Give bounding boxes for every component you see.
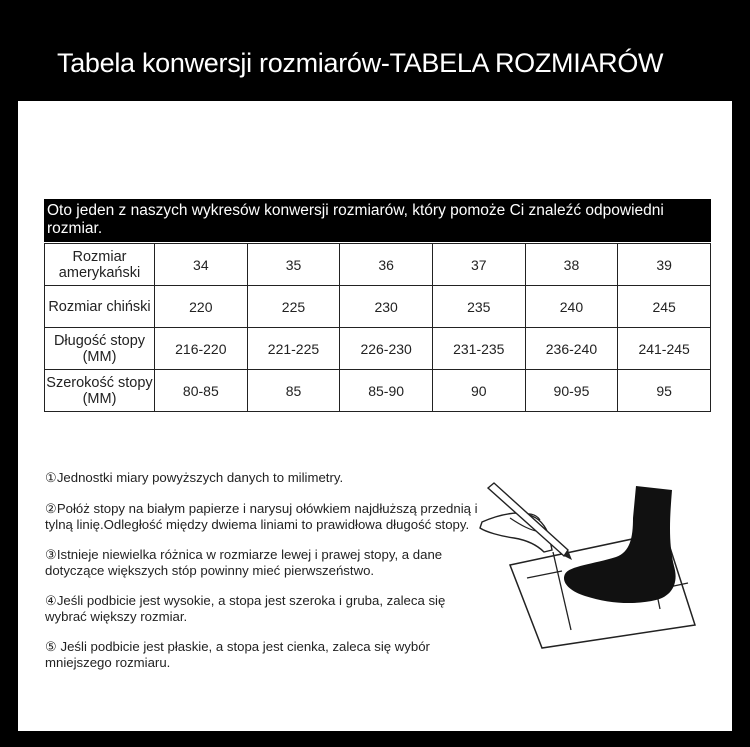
table-cell: 90-95 [525,370,618,412]
foot-measuring-illustration [470,470,710,650]
table-cell: 90 [432,370,525,412]
table-cell: 240 [525,286,618,328]
table-row-foot-width [45,370,711,412]
row-label: Szerokość stopy (MM) [45,370,155,412]
note-item: ②Połóż stopy na białym papierze i narysuj ołówkiem najdłuższą przednią i tylną linię.Odległość między dwiema liniami to prawidłowa długość stopy. [45,501,478,532]
note-item: ④Jeśli podbicie jest wysokie, a stopa jest szeroka i gruba, zaleca się wybrać większy rozmiar. [45,593,446,624]
note-item: ①Jednostki miary powyższych danych to milimetry. [45,470,344,485]
table-cell: 230 [340,286,433,328]
table-cell: 95 [618,370,711,412]
table-cell: 80-85 [155,370,248,412]
table-cell: 35 [247,244,340,286]
row-label: Rozmiar amerykański [45,244,155,286]
table-cell: 37 [432,244,525,286]
table-cell: 226-230 [340,328,433,370]
note-item: ③Istnieje niewielka różnica w rozmiarze lewej i prawej stopy, a dane dotyczące większych stóp powinny mieć pierwszeństwo. [45,547,443,578]
table-row-foot-length [45,328,711,370]
row-label: Długość stopy (MM) [45,328,155,370]
table-cell: 241-245 [618,328,711,370]
table-cell: 85 [247,370,340,412]
table-cell: 39 [618,244,711,286]
table-cell: 36 [340,244,433,286]
size-conversion-table [44,243,711,412]
table-cell: 38 [525,244,618,286]
table-row-cn-size [45,286,711,328]
table-cell: 225 [247,286,340,328]
table-row-us-size [45,244,711,286]
measurement-notes [45,470,485,685]
table-cell: 216-220 [155,328,248,370]
table-cell: 85-90 [340,370,433,412]
note-item: ⑤ Jeśli podbicie jest płaskie, a stopa jest cienka, zaleca się wybór mniejszego rozmiaru. [45,639,430,670]
row-label: Rozmiar chiński [45,286,155,328]
table-cell: 231-235 [432,328,525,370]
table-cell: 220 [155,286,248,328]
intro-banner: Oto jeden z naszych wykresów konwersji rozmiarów, który pomoże Ci znaleźć odpowiedni rozmiar. [44,199,711,242]
table-cell: 221-225 [247,328,340,370]
table-cell: 236-240 [525,328,618,370]
table-cell: 235 [432,286,525,328]
page-title: Tabela konwersji rozmiarów-TABELA ROZMIARÓW [57,48,664,78]
table-cell: 34 [155,244,248,286]
table-cell: 245 [618,286,711,328]
